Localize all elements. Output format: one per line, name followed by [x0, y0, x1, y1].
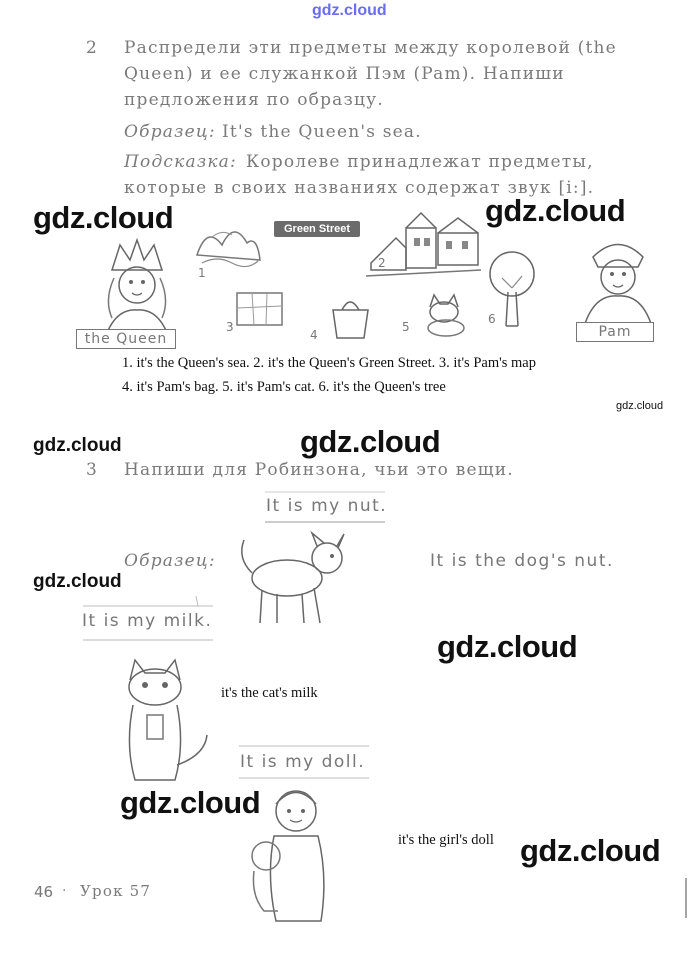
- exercise-2-hint-label: Подсказка:: [124, 152, 237, 172]
- item-number-4: 4: [310, 328, 318, 342]
- watermark: gdz.cloud: [33, 200, 174, 235]
- pam-label-sign: Pam: [576, 322, 654, 342]
- footer-separator: ·: [62, 883, 67, 899]
- watermark-small: gdz.cloud: [616, 400, 664, 412]
- dog-bubble-text: It is my nut.: [266, 496, 388, 516]
- dog-illustration: [232, 528, 362, 628]
- exercise-2-instruction-line3: предложения по образцу.: [124, 90, 384, 110]
- watermark: gdz.cloud: [33, 571, 122, 592]
- item-number-2: 2: [378, 256, 386, 270]
- footer-lesson: Урок 57: [80, 882, 152, 900]
- watermark: gdz.cloud: [33, 435, 122, 456]
- green-street-sign: Green Street: [274, 221, 360, 237]
- girl-bubble-text: It is my doll.: [240, 752, 366, 772]
- item-number-1: 1: [198, 266, 206, 280]
- watermark: gdz.cloud: [437, 629, 578, 664]
- watermark-top: gdz.cloud: [312, 2, 387, 19]
- exercise-2-number: 2: [86, 38, 99, 58]
- item-number-5: 5: [402, 320, 410, 334]
- cat-bubble-text: It is my milk.: [82, 611, 213, 631]
- exercise-3-title: Напиши для Робинзона, чьи это вещи.: [124, 460, 514, 480]
- exercise-2-sample-text: It's the Queen's sea.: [222, 122, 422, 142]
- page-edge-mark: [684, 878, 688, 918]
- map-illustration: [232, 288, 292, 333]
- exercise-3-sample-answer: It is the dog's nut.: [430, 551, 614, 571]
- watermark: gdz.cloud: [300, 424, 441, 459]
- bag-illustration: [328, 292, 373, 342]
- item-number-6: 6: [488, 312, 496, 326]
- pam-illustration: [578, 232, 658, 332]
- watermark: gdz.cloud: [485, 193, 626, 228]
- exercise-2-hint-text-line1: Королеве принадлежат предметы,: [246, 152, 594, 172]
- queen-label-sign: the Queen: [76, 329, 176, 349]
- exercise-2-sample-label: Образец:: [124, 122, 216, 142]
- page-number: 46: [34, 883, 54, 901]
- watermark: gdz.cloud: [520, 833, 661, 868]
- exercise-2-answer-line2: 4. it's Pam's bag. 5. it's Pam's cat. 6. it's the Queen's tree: [122, 379, 446, 395]
- exercise-2-hint-text-line2: которые в своих названиях содержат звук [i:].: [124, 178, 595, 198]
- exercise-3-number: 3: [86, 460, 99, 480]
- watermark: gdz.cloud: [120, 785, 261, 820]
- exercise-2-answer-line1: 1. it's the Queen's sea. 2. it's the Queen's Green Street. 3. it's Pam's map: [122, 355, 536, 371]
- exercise-2-instruction-line2: Queen) и ее служанкой Пэм (Pam). Напиши: [124, 64, 565, 84]
- answer-cat: it's the cat's milk: [221, 685, 318, 701]
- exercise-3-sample-label: Образец:: [124, 551, 216, 571]
- cat-illustration: [115, 655, 215, 785]
- cat-small-illustration: [420, 292, 470, 337]
- item-number-3: 3: [226, 320, 234, 334]
- exercise-2-instruction-line1: Распредели эти предметы между королевой (the: [124, 38, 617, 58]
- answer-girl: it's the girl's doll: [398, 832, 494, 848]
